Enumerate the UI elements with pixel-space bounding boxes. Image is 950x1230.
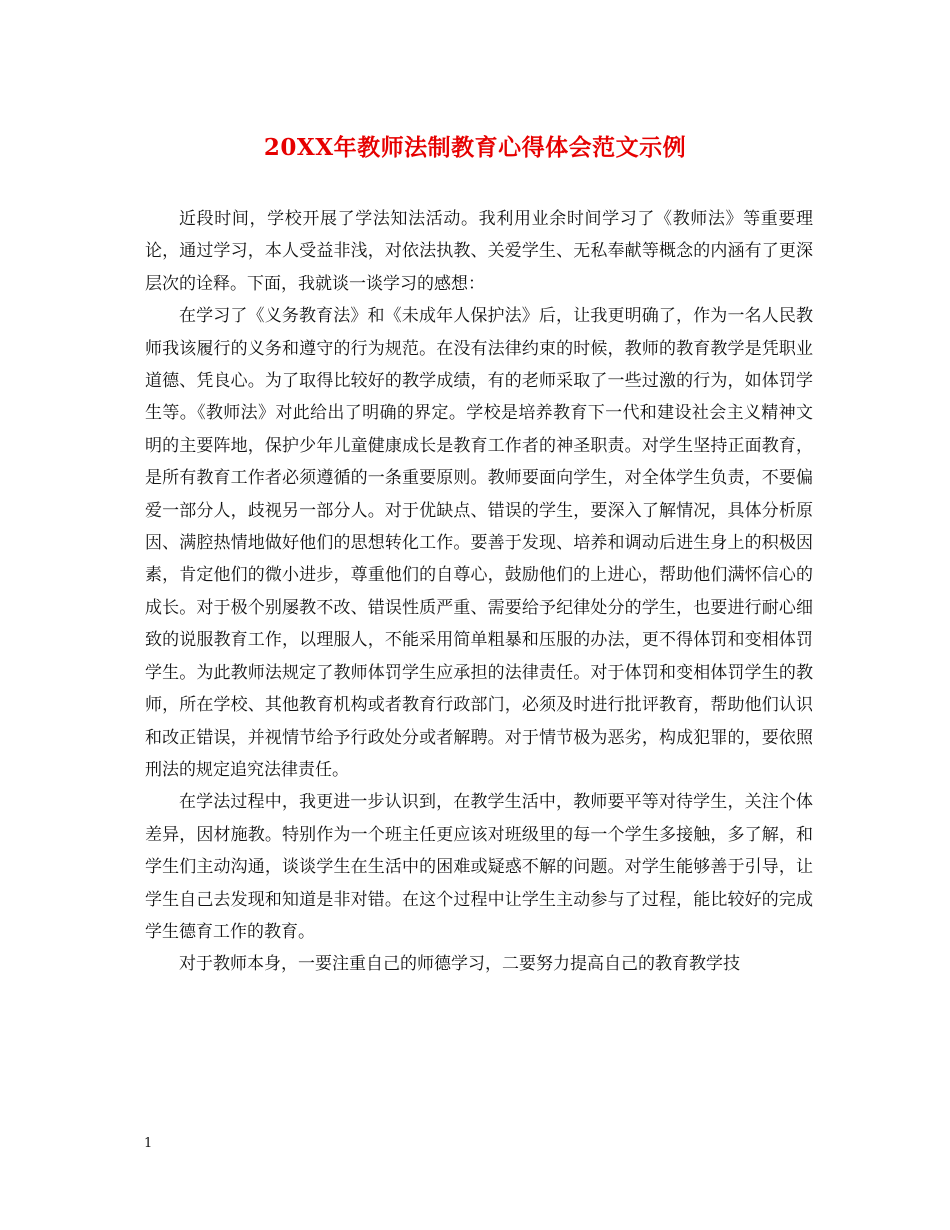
document-body	[145, 203, 813, 981]
page-number: 1	[144, 1136, 153, 1151]
paragraph: 对于教师本身，一要注重自己的师德学习，二要努力提高自己的教育教学技	[179, 954, 740, 975]
paragraph: 在学法过程中，我更进一步认识到，在教学生活中，教师要平等对待学生，关注个体差异，因材施教。特别作为一个班主任更应该对班级里的每一个学生多接触，多了解，和学生们主动沟通，谈谈学生在生活中的困难或疑惑不解的问题。对学生能够善于引导，让学生自己去发现和知道是非对错。在这个过程中让学生主动参与了过程，能比较好的完成学生德育工作的教育。	[145, 792, 813, 942]
paragraph: 在学习了《义务教育法》和《未成年人保护法》后，让我更明确了，作为一名人民教师我该履行的义务和遵守的行为规范。在没有法律约束的时候，教师的教育教学是凭职业道德、凭良心。为了取得比较好的教学成绩，有的老师采取了一些过激的行为，如体罚学生等。《教师法》对此给出了明确的界定。学校是培养教育下一代和建设社会主义精神文明的主要阵地，保护少年儿童健康成长是教育工作者的神圣职责。对学生坚持正面教育，是所有教育工作者必须遵循的一条重要原则。教师要面向学生，对全体学生负责，不要偏爱一部分人，歧视另一部分人。对于优缺点、错误的学生，要深入了解情况，具体分析原因、满腔热情地做好他们的思想转化工作。要善于发现、培养和调动后进生身上的积极因素，肯定他们的微小进步，尊重他们的自尊心，鼓励他们的上进心，帮助他们满怀信心的成长。对于极个别屡教不改、错误性质严重、需要给予纪律处分的学生，也要进行耐心细致的说服教育工作，以理服人，不能采用简单粗暴和压服的办法，更不得体罚和变相体罚学生。为此教师法规定了教师体罚学生应承担的法律责任。对于体罚和变相体罚学生的教师，所在学校、其他教育机构或者教育行政部门，必须及时进行批评教育，帮助他们认识和改正错误，并视情节给予行政处分或者解聘。对于情节极为恶劣，构成犯罪的，要依照刑法的规定追究法律责任。	[145, 306, 813, 780]
paragraph: 近段时间，学校开展了学法知法活动。我利用业余时间学习了《教师法》等重要理论，通过学习，本人受益非浅，对依法执教、关爱学生、无私奉献等概念的内涵有了更深层次的诠释。下面，我就谈一谈学习的感想：	[145, 209, 813, 294]
document-title: 20XX年教师法制教育心得体会范文示例	[263, 134, 687, 161]
